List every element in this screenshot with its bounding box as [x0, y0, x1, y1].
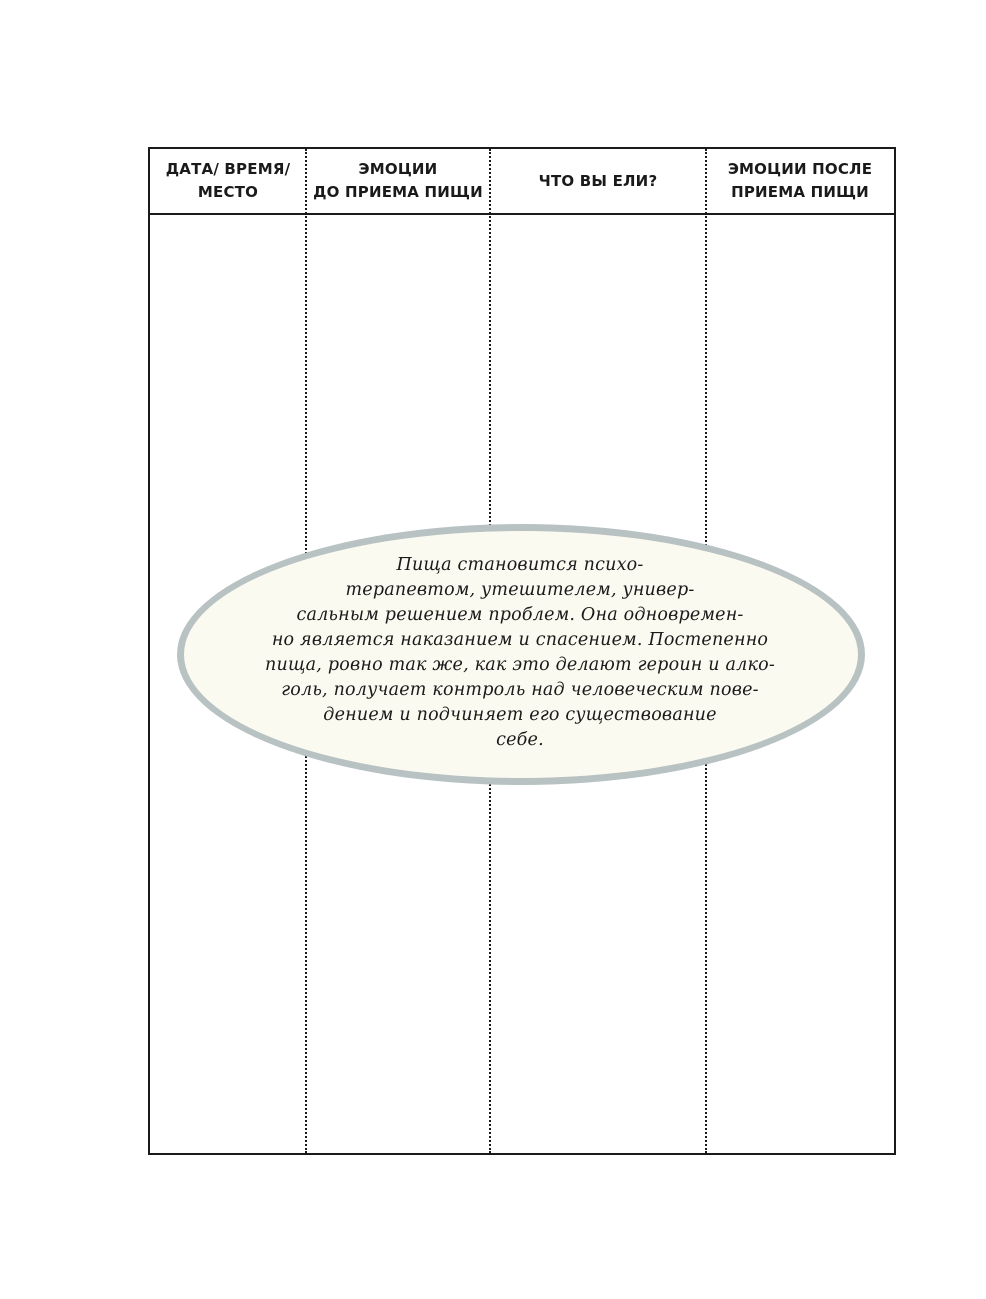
table-header-row: [150, 149, 894, 215]
column-header-emotions-before-eating: ЭМОЦИИ ДО ПРИЕМА ПИЩИ: [313, 160, 483, 201]
column-header-date-time-place: ДАТА/ ВРЕМЯ/ МЕСТО: [165, 160, 291, 201]
column-header-emotions-after-eating: ЭМОЦИИ ПОСЛЕ ПРИЕМА ПИЩИ: [727, 160, 873, 201]
column-header-what-you-ate: ЧТО ВЫ ЕЛИ?: [538, 171, 658, 190]
quote-callout-text: Пища становится психо- терапевтом, утешителем, универ- сальным решением проблем. Она одновремен- но является наказанием и спасением. Постепенно пища, ровно так же, как это делают героин и алко- голь, получает контроль над человеческим пове- дением и подчиняет его существование себе.: [265, 555, 775, 750]
